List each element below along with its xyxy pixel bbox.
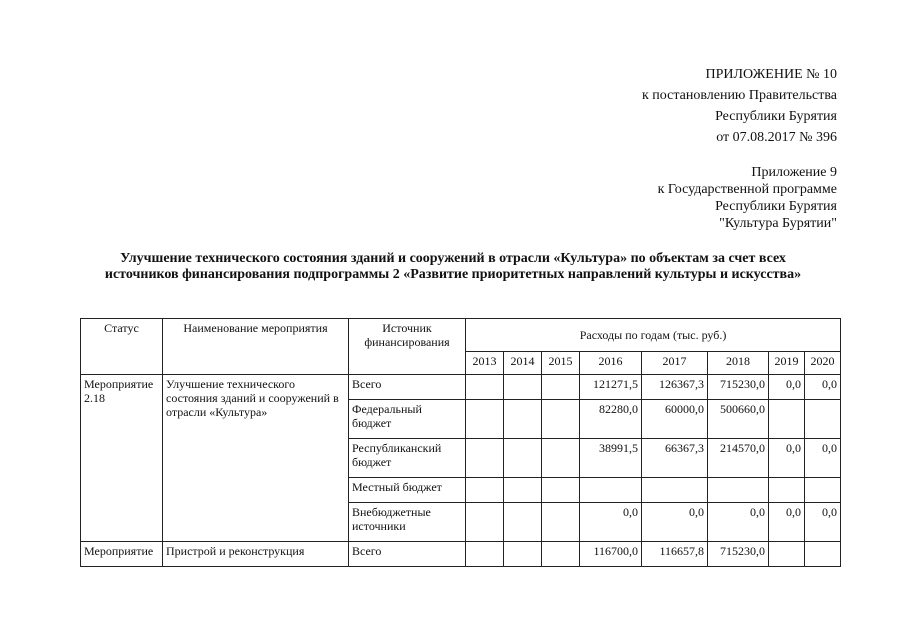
value-cell: 0,0 (805, 439, 841, 478)
year-header: 2016 (580, 352, 642, 375)
year-header: 2017 (642, 352, 708, 375)
value-cell (542, 503, 580, 542)
row-source: Местный бюджет (349, 478, 466, 503)
value-cell (542, 400, 580, 439)
value-cell (542, 439, 580, 478)
value-cell (504, 478, 542, 503)
header-row (81, 319, 841, 352)
table-row (81, 375, 841, 400)
value-cell (466, 542, 504, 567)
value-cell: 0,0 (642, 503, 708, 542)
program-header (658, 164, 837, 232)
value-cell: 214570,0 (708, 439, 769, 478)
value-cell (466, 375, 504, 400)
value-cell: 0,0 (805, 503, 841, 542)
value-cell: 126367,3 (642, 375, 708, 400)
value-cell (542, 542, 580, 567)
program-appendix: Приложение 9 (751, 165, 837, 180)
row-name: Улучшение технического состояния зданий и сооружений в отрасли «Культура» (163, 375, 349, 542)
program-ref: к Государственной программе (657, 182, 837, 197)
program-name: "Культура Бурятии" (719, 216, 837, 231)
value-cell (805, 478, 841, 503)
header-source: Источник финансирования (349, 319, 466, 375)
value-cell (466, 439, 504, 478)
value-cell (708, 478, 769, 503)
year-header: 2018 (708, 352, 769, 375)
value-cell: 715230,0 (708, 542, 769, 567)
value-cell (580, 478, 642, 503)
appendix-republic: Республики Бурятия (715, 109, 837, 124)
expenses-table (80, 318, 841, 567)
value-cell: 0,0 (708, 503, 769, 542)
value-cell: 0,0 (580, 503, 642, 542)
value-cell (769, 400, 805, 439)
row-source: Всего (349, 375, 466, 400)
value-cell (642, 478, 708, 503)
value-cell: 500660,0 (708, 400, 769, 439)
row-source: Всего (349, 542, 466, 567)
value-cell (542, 375, 580, 400)
value-cell (542, 478, 580, 503)
value-cell: 0,0 (769, 439, 805, 478)
value-cell (504, 439, 542, 478)
year-header: 2015 (542, 352, 580, 375)
value-cell (769, 478, 805, 503)
row-source: Внебюджетные источники (349, 503, 466, 542)
value-cell: 82280,0 (580, 400, 642, 439)
value-cell: 0,0 (769, 503, 805, 542)
value-cell (466, 400, 504, 439)
value-cell: 66367,3 (642, 439, 708, 478)
value-cell (466, 478, 504, 503)
value-cell: 121271,5 (580, 375, 642, 400)
value-cell (504, 400, 542, 439)
year-header: 2020 (805, 352, 841, 375)
value-cell (769, 542, 805, 567)
row-source: Республиканский бюджет (349, 439, 466, 478)
row-status: Мероприятие (81, 542, 163, 567)
value-cell (504, 375, 542, 400)
value-cell (504, 542, 542, 567)
header-name: Наименование мероприятия (163, 319, 349, 375)
value-cell (805, 542, 841, 567)
row-status: Мероприятие 2.18 (81, 375, 163, 542)
appendix-number: ПРИЛОЖЕНИЕ № 10 (705, 67, 837, 82)
header-expenses: Расходы по годам (тыс. руб.) (466, 319, 841, 352)
table-row (81, 542, 841, 567)
value-cell: 0,0 (769, 375, 805, 400)
document-title: Улучшение технического состояния зданий и сооружений в отрасли «Культура» по объектам за счет всех источников финансирования подпрограммы 2 «Развитие приоритетных направлений культуры и искусства» (104, 251, 802, 282)
value-cell (504, 503, 542, 542)
value-cell (805, 400, 841, 439)
row-name: Пристрой и реконструкция (163, 542, 349, 567)
value-cell: 715230,0 (708, 375, 769, 400)
value-cell: 116657,8 (642, 542, 708, 567)
value-cell: 38991,5 (580, 439, 642, 478)
value-cell: 60000,0 (642, 400, 708, 439)
appendix-date: от 07.08.2017 № 396 (716, 130, 837, 145)
program-republic: Республики Бурятия (715, 199, 837, 214)
value-cell: 0,0 (805, 375, 841, 400)
row-source: Федеральный бюджет (349, 400, 466, 439)
year-header: 2019 (769, 352, 805, 375)
appendix-header (642, 64, 837, 148)
year-header: 2014 (504, 352, 542, 375)
value-cell: 116700,0 (580, 542, 642, 567)
year-header: 2013 (466, 352, 504, 375)
value-cell (466, 503, 504, 542)
appendix-decree: к постановлению Правительства (641, 88, 837, 103)
header-status: Статус (81, 319, 163, 375)
